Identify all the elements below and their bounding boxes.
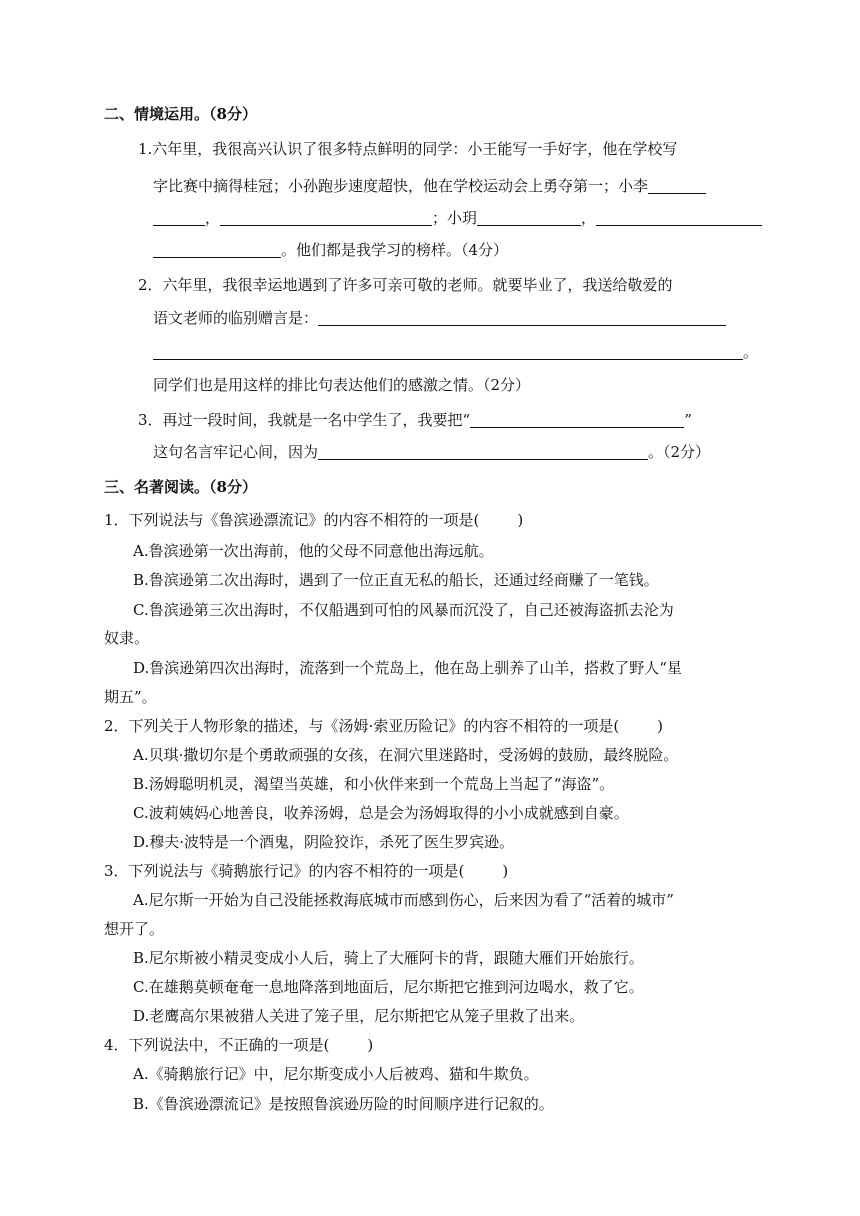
q3-2-option-b: B.汤姆聪明机灵，渴望当英雄，和小伙伴来到一个荒岛上当起了“海盗”。 [133,775,615,793]
q2-1-line4: 。他们都是我学习的榜样。（4分） [153,240,508,260]
q3-3-stem: 3．下列说法与《骑鹅旅行记》的内容不相符的一项是( ) [104,862,509,880]
q2-2-line2: 语文老师的临别赠言是： [153,308,726,328]
q3-1-stem: 1．下列说法与《鲁滨逊漂流记》的内容不相符的一项是( ) [104,511,524,529]
q3-2-option-a: A.贝琪·撒切尔是个勇敢顽强的女孩，在洞穴里迷路时，受汤姆的鼓励，最终脱险。 [133,746,679,764]
q3-3-option-a-line1: A.尼尔斯一开始为自己没能拯救海底城市而感到伤心，后来因为看了“活着的城市” [133,891,674,909]
q3-3-option-d: D.老鹰高尔果被猎人关进了笼子里，尼尔斯把它从笼子里救了出来。 [133,1007,585,1025]
q3-3-option-c: C.在雄鹅莫顿奄奄一息地降落到地面后，尼尔斯把它推到河边喝水，救了它。 [133,978,644,996]
q3-4-option-a: A.《骑鹅旅行记》中，尼尔斯变成小人后被鸡、猫和牛欺负。 [133,1065,539,1083]
q2-1-line2: 字比赛中摘得桂冠；小孙跑步速度超快，他在学校运动会上勇夺第一；小李 [153,176,706,196]
q3-1-option-d-line2: 期五”。 [104,688,157,706]
q3-2-option-d: D.穆夫·波特是一个酒鬼，阴险狡诈，杀死了医生罗宾逊。 [133,833,515,851]
q3-1-option-c-line2: 奴隶。 [104,629,150,647]
section-2-heading: 二、情境运用。（8分） [104,105,257,123]
answer-blank-motto[interactable] [470,411,684,428]
q3-4-stem: 4．下列说法中，不正确的一项是( ) [104,1036,374,1054]
answer-blank-xiaoli-2[interactable] [153,209,205,226]
q2-1-line3: ， ；小玥 ， [153,208,762,228]
answer-blank-xiaoli-3[interactable] [220,209,432,226]
q3-3-option-b: B.尼尔斯被小精灵变成小人后，骑上了大雁阿卡的背，跟随大雁们开始旅行。 [133,949,644,967]
answer-blank-reason[interactable] [318,443,648,460]
q2-2-line3: 。 [153,342,758,362]
q2-2-line1: 2．六年里，我很幸运地遇到了许多可亲可敬的老师。就要毕业了，我送给敬爱的 [138,276,673,294]
answer-blank-xiaoyue-1[interactable] [477,209,581,226]
q3-3-option-a-line2: 想开了。 [104,920,165,938]
q3-1-option-b: B.鲁滨逊第二次出海时，遇到了一位正直无私的船长，还通过经商赚了一笔钱。 [133,571,659,589]
answer-blank-xiaoli-1[interactable] [648,177,706,194]
q2-3-line1: 3．再过一段时间，我就是一名中学生了，我要把“ ” [138,411,692,429]
answer-blank-xiaoyue-3[interactable] [153,241,281,258]
q3-1-option-d-line1: D.鲁滨逊第四次出海时，流落到一个荒岛上，他在岛上驯养了山羊，搭救了野人“星 [133,659,682,677]
answer-blank-farewell-1[interactable] [318,309,726,326]
q3-1-option-c-line1: C.鲁滨逊第三次出海时，不仅船遇到可怕的风暴而沉没了，自己还被海盗抓去沦为 [133,601,674,619]
q3-2-stem: 2．下列关于人物形象的描述，与《汤姆·索亚历险记》的内容不相符的一项是( ) [104,717,664,735]
answer-blank-farewell-2[interactable] [153,343,743,360]
q3-2-option-c: C.波莉姨妈心地善良，收养汤姆，总是会为汤姆取得的小小成就感到自豪。 [133,804,629,822]
q3-1-option-a: A.鲁滨逊第一次出海前，他的父母不同意他出海远航。 [133,542,494,560]
q2-3-line2: 这句名言牢记心间，因为 。（2分） [153,443,711,461]
q2-1-line1: 1.六年里，我很高兴认识了很多特点鲜明的同学：小王能写一手好字，他在学校写 [138,140,678,158]
answer-blank-xiaoyue-2[interactable] [596,209,762,226]
q3-4-option-b: B.《鲁滨逊漂流记》是按照鲁滨逊历险的时间顺序进行记叙的。 [133,1095,554,1113]
section-3-heading: 三、名著阅读。（8分） [104,478,257,496]
q2-2-line4: 同学们也是用这样的排比句表达他们的感激之情。（2分） [153,376,531,394]
